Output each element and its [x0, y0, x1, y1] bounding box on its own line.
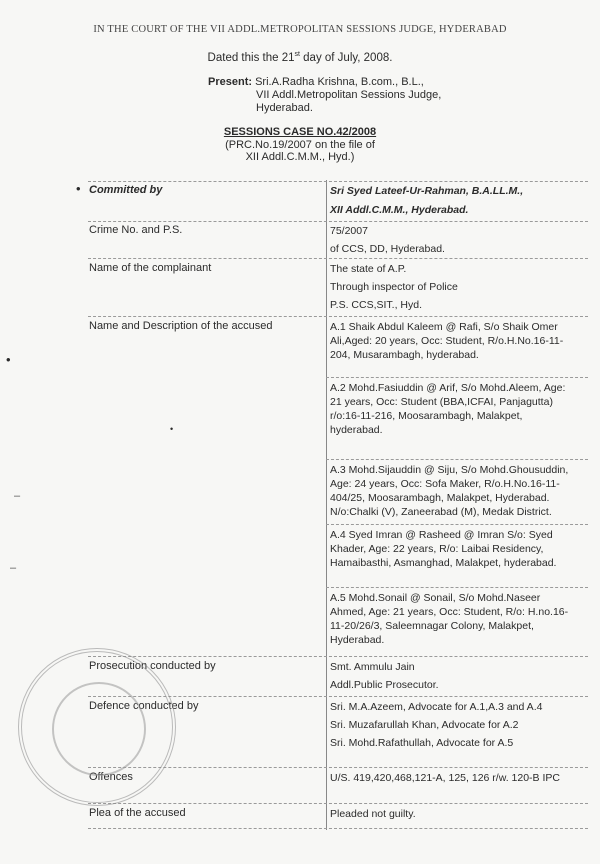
complainant-line1: The state of A.P. — [330, 263, 407, 275]
crime-value — [330, 224, 590, 256]
rule — [88, 221, 588, 222]
prosecution-value — [330, 660, 590, 692]
offences-value: U/S. 419,420,468,121-A, 125, 126 r/w. 120-B IPC — [330, 772, 560, 784]
dated-line — [0, 51, 600, 64]
rule — [88, 803, 588, 804]
defence-value — [330, 700, 582, 750]
court-seal-inner-ring — [52, 682, 146, 776]
prosecution-line1: Smt. Ammulu Jain — [330, 661, 415, 673]
rule — [326, 587, 588, 588]
stray-mark: – — [14, 490, 21, 502]
accused-a3: A.3 Mohd.Sijauddin @ Siju, S/o Mohd.Ghousuddin, Age: 24 years, Occ: Sofa Maker, R/o.H.No.16-11-404/25, Moosarambagh, Malakpet, Hyderabad. N/o:Chalki (V), Zaneerabad (M), Medak District. — [330, 464, 569, 518]
present-title: VII Addl.Metropolitan Sessions Judge, — [256, 89, 442, 101]
court-header: IN THE COURT OF THE VII ADDL.METROPOLITAN SESSIONS JUDGE, HYDERABAD — [93, 24, 507, 35]
prosecution-label: Prosecution conducted by — [89, 660, 216, 672]
defence-line2: Sri. Muzafarullah Khan, Advocate for A.2 — [330, 719, 519, 731]
dated-prefix: Dated this the 21 — [207, 51, 295, 64]
committed-label: Committed by — [89, 184, 163, 196]
prosecution-line2: Addl.Public Prosecutor. — [330, 679, 439, 691]
rule — [88, 258, 588, 259]
dated-suffix: day of July, 2008. — [299, 51, 393, 64]
complainant-line2: Through inspector of Police — [330, 281, 458, 293]
committed-value — [330, 184, 590, 217]
complainant-value — [330, 262, 590, 312]
rule — [326, 377, 588, 378]
present-label: Present: — [208, 76, 253, 88]
present-place: Hyderabad. — [256, 102, 313, 114]
crime-line2: of CCS, DD, Hyderabad. — [330, 243, 445, 255]
stray-mark: • — [170, 424, 174, 434]
accused-a1: A.1 Shaik Abdul Kaleem @ Rafi, S/o Shaik Omer Ali,Aged: 20 years, Occ: Student, R/o.H.No.16-11-204, Musarambagh, hyderabad. — [330, 321, 564, 361]
defence-line3: Sri. Mohd.Rafathullah, Advocate for A.5 — [330, 737, 514, 749]
rule — [88, 316, 588, 317]
case-sub2: XII Addl.C.M.M., Hyd.) — [245, 151, 355, 163]
defence-label: Defence conducted by — [89, 700, 199, 712]
accused-a4: A.4 Syed Imran @ Rasheed @ Imran S/o: Syed Khader, Age: 22 years, R/o: Laibai Residency, Hamaibasthi, Asmanghad, Malakpet, hyderabad. — [330, 529, 557, 569]
rule — [88, 656, 588, 657]
stray-mark: – — [10, 562, 17, 574]
crime-line1: 75/2007 — [330, 225, 368, 237]
defence-line1: Sri. M.A.Azeem, Advocate for A.1,A.3 and A.4 — [330, 701, 543, 713]
stray-mark: • — [6, 352, 11, 367]
offences-label: Offences — [89, 771, 133, 783]
bullet-dot: • — [76, 181, 81, 196]
committed-line1: Sri Syed Lateef-Ur-Rahman, B.A.LL.M., — [330, 185, 524, 197]
committed-line2: XII Addl.C.M.M., Hyderabad. — [330, 204, 469, 216]
present-name: Sri.A.Radha Krishna, B.com., B.L., — [255, 76, 424, 88]
accused-label: Name and Description of the accused — [89, 320, 273, 332]
dated-superscript: st — [294, 51, 300, 58]
rule — [326, 459, 588, 460]
crime-label: Crime No. and P.S. — [89, 224, 183, 236]
case-block — [0, 126, 600, 164]
complainant-label: Name of the complainant — [89, 262, 212, 274]
rule — [326, 524, 588, 525]
table-top-rule — [88, 181, 588, 182]
plea-label: Plea of the accused — [89, 807, 186, 819]
accused-a5: A.5 Mohd.Sonail @ Sonail, S/o Mohd.Naseer Ahmed, Age: 21 years, Occ: Student, R/o: H.no.16-11-20/26/3, Saleemnagar Colony, Malakpet, Hyderabad. — [330, 592, 569, 646]
present-block — [208, 76, 441, 115]
complainant-line3: P.S. CCS,SIT., Hyd. — [330, 299, 423, 311]
table-column-divider — [326, 180, 327, 830]
accused-value — [330, 320, 570, 365]
case-sub1: (PRC.No.19/2007 on the file of — [225, 138, 375, 151]
table-bottom-rule — [88, 828, 588, 829]
accused-a2: A.2 Mohd.Fasiuddin @ Arif, S/o Mohd.Aleem, Age: 21 years, Occ: Student (BBA,ICFAI, Panjagutta) r/o:16-11-216, Moosarambagh, Malakpet, hyderabad. — [330, 382, 566, 436]
plea-value: Pleaded not guilty. — [330, 808, 416, 820]
case-title: SESSIONS CASE NO.42/2008 — [223, 126, 377, 138]
court-seal-stamp — [18, 648, 176, 806]
